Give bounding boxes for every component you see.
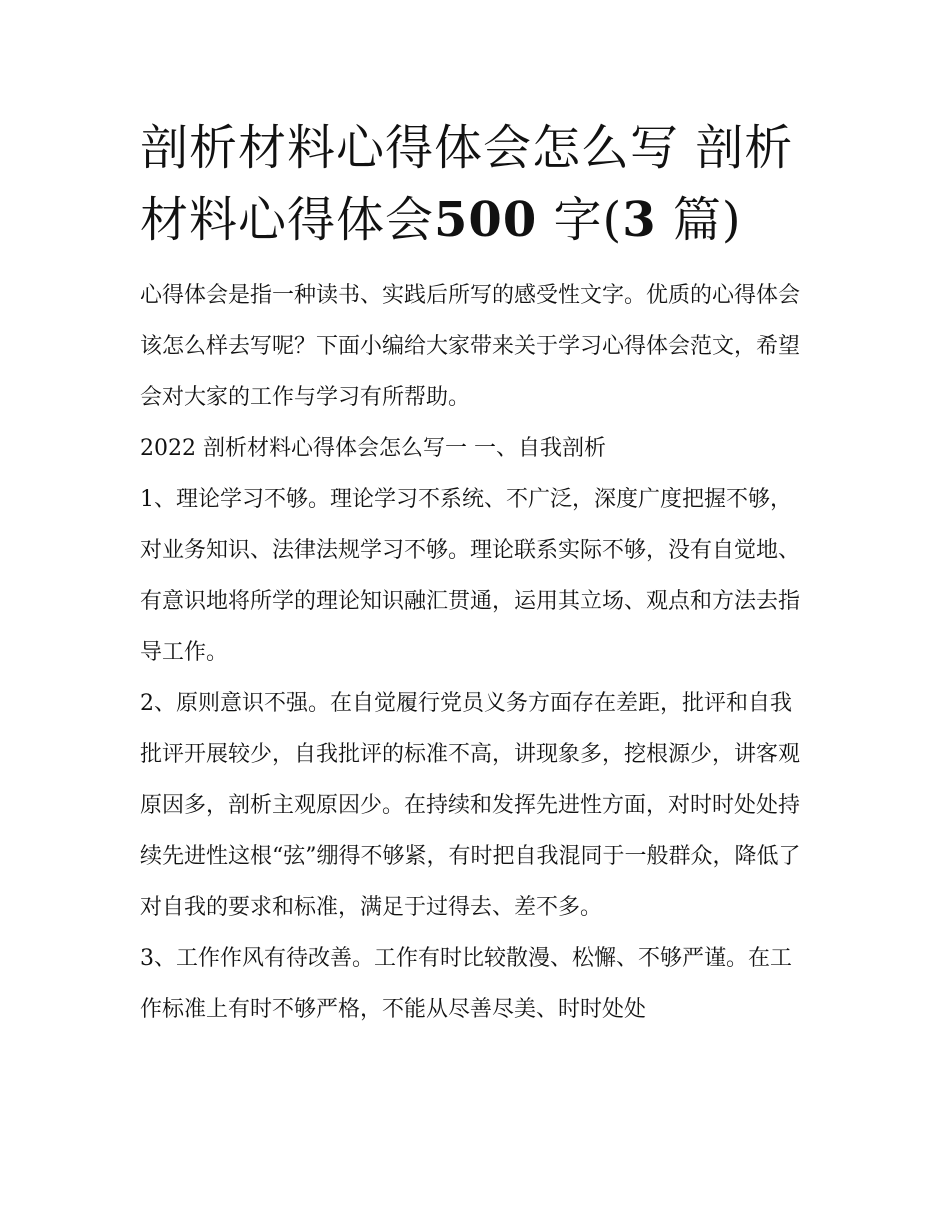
title-text-1: 剖析材料心得体会怎么写 剖析材料心得体会	[140, 120, 794, 248]
body-paragraph-2: 2、原则意识不强。在自觉履行党员义务方面存在差距，批评和自我批评开展较少，自我批评的标准不高，讲现象多，挖根源少，讲客观原因多，剖析主观原因少。在持续和发挥先进性方面，对时时处处持续先进性这根“弦”绷得不够紧，有时把自我混同于一般群众，降低了对自我的要求和标准，满足于过得去、差不多。	[140, 691, 801, 920]
body-paragraph-1: 1、理论学习不够。理论学习不系统、不广泛，深度广度把握不够，对业务知识、法律法规学习不够。理论联系实际不够，没有自觉地、有意识地将所学的理论知识融汇贯通，运用其立场、观点和方法去指导工作。	[140, 487, 801, 665]
title-number: 500	[434, 192, 538, 248]
intro-paragraph: 心得体会是指一种读书、实践后所写的感受性文字。优质的心得体会该怎么样去写呢？下面小编给大家带来关于学习心得体会范文，希望会对大家的工作与学习有所帮助。	[140, 283, 801, 410]
document-page	[140, 112, 812, 1035]
title-count: 3	[622, 192, 657, 248]
title-text-2: 字(	[537, 192, 623, 248]
section-heading: 2022 剖析材料心得体会怎么写一 一、自我剖析	[140, 436, 606, 461]
title-text-3: 篇)	[656, 192, 742, 248]
document-title	[140, 112, 812, 256]
body-paragraph-3: 3、工作作风有待改善。工作有时比较散漫、松懈、不够严谨。在工作标准上有时不够严格，不能从尽善尽美、时时处处	[140, 946, 792, 1022]
